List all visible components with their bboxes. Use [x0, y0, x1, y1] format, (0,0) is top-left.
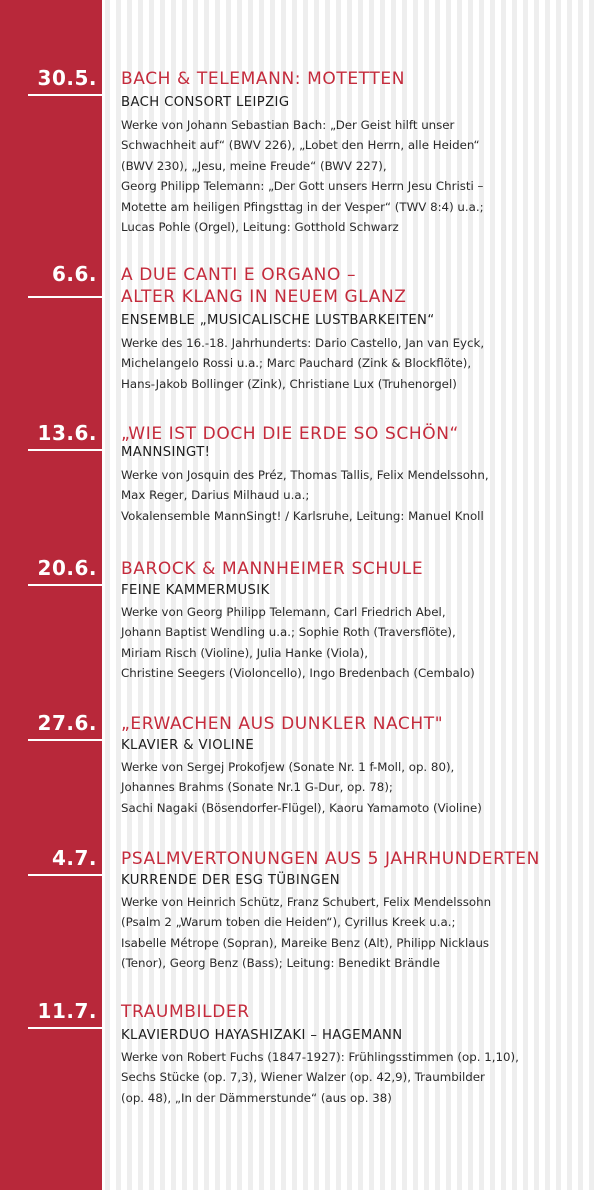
description-line: Werke von Heinrich Schütz, Franz Schubert, Felix Mendelssohn	[121, 895, 492, 909]
event-performer: FEINE KAMMERMUSIK	[121, 583, 270, 598]
description-line: Werke von Johann Sebastian Bach: „Der Geist hilft unser	[121, 118, 455, 132]
event-title	[121, 848, 540, 870]
description-line: (op. 48), „In der Dämmerstunde“ (aus op. 38)	[121, 1090, 392, 1105]
description-line: Motette am heiligen Pfingsttag in der Vesper“ (TWV 8:4) u.a.;	[121, 199, 484, 214]
event-date: 27.6.	[37, 711, 97, 735]
event-performer: KLAVIERDUO HAYASHIZAKI – HAGEMANN	[121, 1028, 403, 1043]
event-date: 13.6.	[37, 421, 97, 445]
event-title	[121, 1001, 250, 1023]
event-description	[121, 333, 484, 394]
date-underline	[28, 874, 102, 876]
date-underline	[28, 739, 102, 741]
event-title	[121, 713, 443, 735]
description-line: Hans-Jakob Bollinger (Zink), Christiane Lux (Truhenorgel)	[121, 376, 457, 391]
description-line: Christine Seegers (Violoncello), Ingo Bredenbach (Cembalo)	[121, 666, 475, 681]
description-line: Werke von Sergej Prokofjew (Sonate Nr. 1 f-Moll, op. 80),	[121, 760, 455, 774]
event-performer: KURRENDE DER ESG TÜBINGEN	[121, 873, 341, 888]
event-performer: MANNSINGT!	[121, 445, 211, 460]
event-description	[121, 1047, 519, 1108]
description-line: Werke von Josquin des Préz, Thomas Tallis, Felix Mendelssohn,	[121, 468, 489, 482]
description-line: Isabelle Métrope (Sopran), Mareike Benz (Alt), Philipp Nicklaus	[121, 935, 490, 950]
event-title-line: PSALMVERTONUNGEN AUS 5 JAHRHUNDERTEN	[121, 849, 540, 869]
description-line: Max Reger, Darius Milhaud u.a.;	[121, 488, 310, 503]
event-date: 6.6.	[51, 262, 97, 286]
event-date: 11.7.	[37, 999, 97, 1023]
event-title-line: BAROCK & MANNHEIMER SCHULE	[121, 559, 424, 579]
event-title-line: A DUE CANTI E ORGANO –	[121, 265, 357, 285]
event-performer: BACH CONSORT LEIPZIG	[121, 95, 290, 110]
description-line: Werke von Georg Philipp Telemann, Carl Friedrich Abel,	[121, 605, 446, 619]
event-title-line: „WIE IST DOCH DIE ERDE SO SCHÖN“	[121, 424, 459, 444]
description-line: Werke des 16.-18. Jahrhunderts: Dario Castello, Jan van Eyck,	[121, 336, 485, 350]
date-underline	[28, 1027, 102, 1029]
event-title	[121, 558, 423, 580]
event-description	[121, 892, 491, 974]
description-line: Michelangelo Rossi u.a.; Marc Pauchard (Zink & Blockflöte),	[121, 356, 472, 371]
description-line: Johannes Brahms (Sonate Nr.1 G-Dur, op. 78);	[121, 780, 393, 795]
description-line: Miriam Risch (Violine), Julia Hanke (Viola),	[121, 645, 368, 660]
event-date: 4.7.	[51, 846, 97, 870]
event-title-line: BACH & TELEMANN: MOTETTEN	[121, 69, 406, 89]
description-line: Werke von Robert Fuchs (1847-1927): Frühlingsstimmen (op. 1,10),	[121, 1050, 519, 1064]
description-line: Sachi Nagaki (Bösendorfer-Flügel), Kaoru Yamamoto (Violine)	[121, 800, 482, 815]
event-title	[121, 68, 405, 90]
date-underline	[28, 94, 102, 96]
event-title-line: „ERWACHEN AUS DUNKLER NACHT"	[121, 714, 444, 734]
event-description	[121, 465, 489, 526]
description-line: Vokalensemble MannSingt! / Karlsruhe, Leitung: Manuel Knoll	[121, 508, 484, 523]
event-description	[121, 757, 482, 818]
event-description	[121, 115, 484, 237]
event-performer: ENSEMBLE „MUSICALISCHE LUSTBARKEITEN“	[121, 313, 435, 328]
event-title-line: TRAUMBILDER	[121, 1002, 250, 1022]
date-underline	[28, 584, 102, 586]
event-title	[121, 264, 407, 308]
description-line: Lucas Pohle (Orgel), Leitung: Gotthold Schwarz	[121, 220, 399, 235]
event-title-line: ALTER KLANG IN NEUEM GLANZ	[121, 287, 407, 307]
date-underline	[28, 449, 102, 451]
description-line: Sechs Stücke (op. 7,3), Wiener Walzer (op. 42,9), Traumbilder	[121, 1070, 485, 1085]
event-title	[121, 423, 459, 445]
event-description	[121, 602, 475, 684]
event-date: 20.6.	[37, 556, 97, 580]
description-line: Georg Philipp Telemann: „Der Gott unsers Herrn Jesu Christi –	[121, 179, 484, 194]
date-underline	[28, 296, 102, 298]
description-line: (Tenor), Georg Benz (Bass); Leitung: Benedikt Brändle	[121, 956, 440, 971]
description-line: Schwachheit auf“ (BWV 226), „Lobet den Herrn, alle Heiden“	[121, 138, 480, 153]
description-line: Johann Baptist Wendling u.a.; Sophie Roth (Traversflöte),	[121, 625, 456, 640]
description-line: (BWV 230), „Jesu, meine Freude“ (BWV 227),	[121, 158, 387, 173]
event-performer: KLAVIER & VIOLINE	[121, 738, 255, 753]
description-line: (Psalm 2 „Warum toben die Heiden“), Cyrillus Kreek u.a.;	[121, 915, 456, 930]
event-date: 30.5.	[37, 66, 97, 90]
